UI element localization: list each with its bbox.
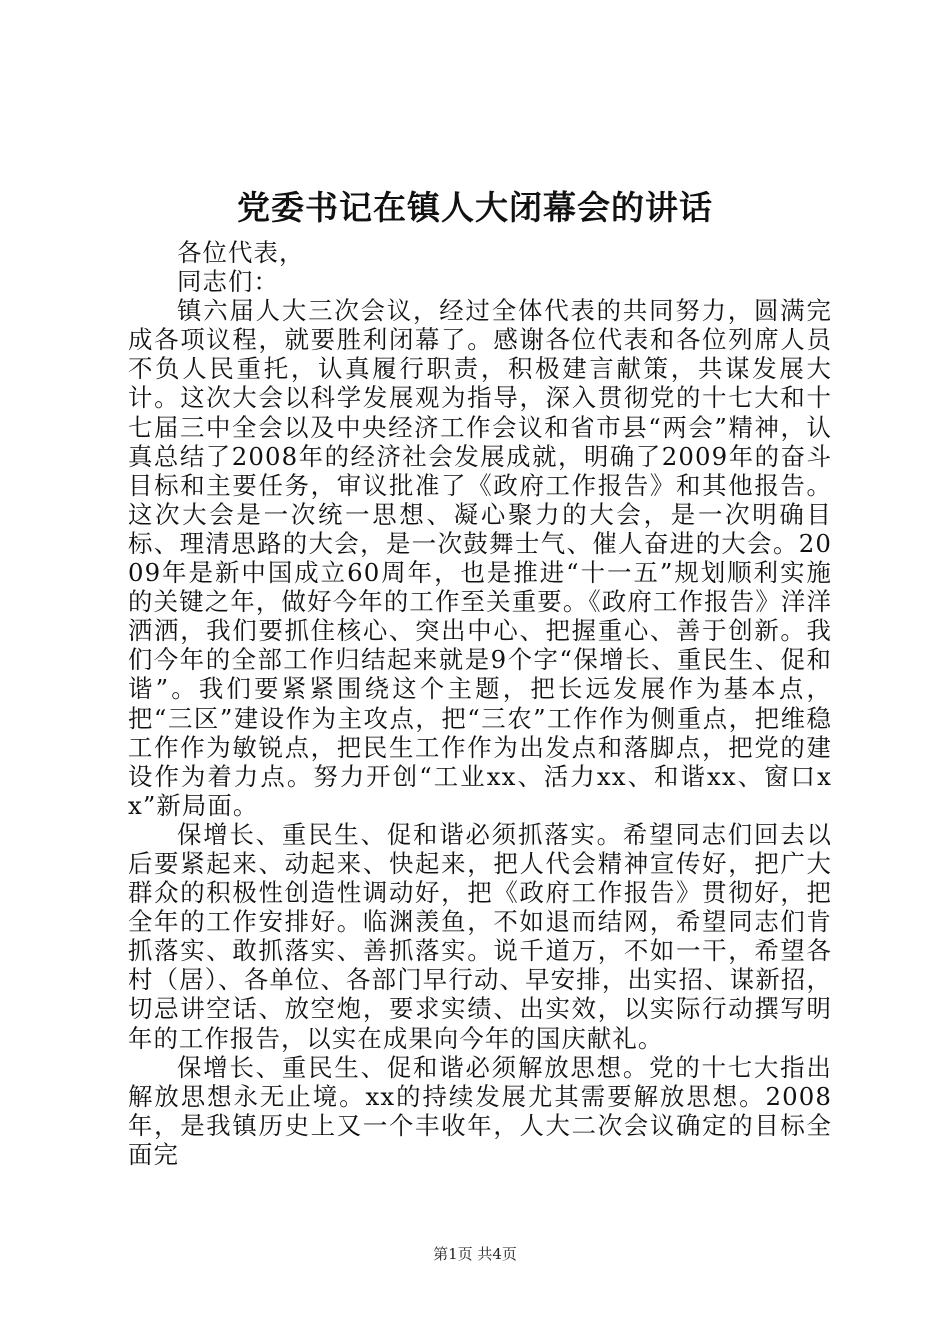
- paragraph: 镇六届人大三次会议，经过全体代表的共同努力，圆满完成各项议程，就要胜利闭幕了。感谢各位代表和各位列席人员不负人民重托，认真履行职责，积极建言献策，共谋发展大计。这次大会以科学发展观为指导，深入贯彻党的十七大和十七届三中全会以及中央经济工作会议和省市县“两会”精神，认真总结了2008年的经济社会发展成就，明确了2009年的奋斗目标和主要任务，审议批准了《政府工作报告》和其他报告。这次大会是一次统一思想、凝心聚力的大会，是一次明确目标、理清思路的大会，是一次鼓舞士气、催人奋进的大会。2009年是新中国成立60周年，也是推进“十一五”规划顺利实施的关键之年，做好今年的工作至关重要。《政府工作报告》洋洋洒洒，我们要抓住核心、突出中心、把握重心、善于创新。我们今年的全部工作归结起来就是9个字“保增长、重民生、促和谐”。我们要紧紧围绕这个主题，把长远发展作为基本点，把“三区”建设作为主攻点，把“三农”工作作为侧重点，把维稳工作作为敏锐点，把民生工作作为出发点和落脚点，把党的建设作为着力点。努力开创“工业xx、活力xx、和谐xx、窗口xx”新局面。: [128, 296, 832, 820]
- paragraph: 保增长、重民生、促和谐必须解放思想。党的十七大指出解放思想永无止境。xx的持续发展尤其需要解放思想。2008年，是我镇历史上又一个丰收年，人大二次会议确定的目标全面完: [128, 1052, 832, 1169]
- paragraph: 保增长、重民生、促和谐必须抓落实。希望同志们回去以后要紧起来、动起来、快起来，把人代会精神宣传好，把广大群众的积极性创造性调动好，把《政府工作报告》贯彻好，把全年的工作安排好。临渊羡鱼，不如退而结网，希望同志们肯抓落实、敢抓落实、善抓落实。说千道万，不如一干，希望各村（居）、各单位、各部门早行动、早安排，出实招、谋新招，切忌讲空话、放空炮，要求实绩、出实效，以实际行动撰写明年的工作报告，以实在成果向今年的国庆献礼。: [128, 819, 832, 1053]
- salutation-comrades: 同志们：: [177, 267, 279, 297]
- salutation-representatives: 各位代表，: [177, 238, 305, 267]
- document-title: 党委书记在镇人大闭幕会的讲话: [237, 188, 713, 227]
- page-number-footer: 第1页 共4页: [433, 1245, 517, 1263]
- document-body: [128, 238, 832, 1169]
